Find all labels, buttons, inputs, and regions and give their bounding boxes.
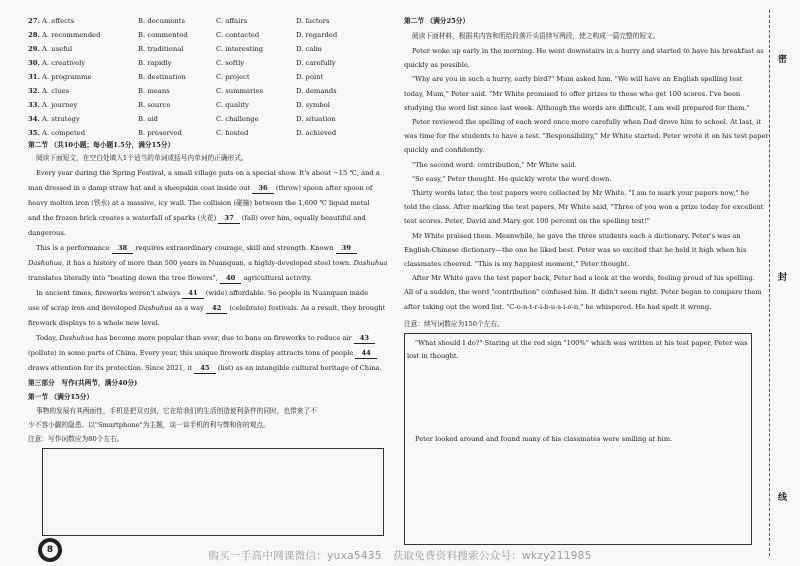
option-text: D. carefully	[296, 59, 336, 67]
option-row	[28, 126, 390, 140]
cloze-p2-l3	[28, 273, 312, 284]
story-line: Mr White praised them. Meanwhile, he gave the three students each a dictionary. Peter's was an	[412, 231, 741, 240]
watermark-text: 购买一手高中网课微信：yuxa5435 获取免费资料搜索公众号：wkzy211985	[208, 550, 592, 562]
option-c[interactable]	[216, 14, 247, 28]
cloze-text: and the frozen brick creates a waterfall of sparks (火花)	[28, 214, 217, 222]
story-line: Peter woke up early in the morning. He went downstairs in a hurry and started to have his breakfast as	[412, 47, 764, 55]
part3-title: 第三部分 写作(共两节，满分40分)	[28, 379, 138, 387]
option-b[interactable]	[138, 126, 182, 140]
cloze-p2-l1	[36, 243, 357, 254]
section2-title: 第二节 （共10小题；每小题1.5分，满分15分）	[28, 141, 175, 149]
option-a[interactable]	[28, 14, 74, 28]
question-number: 28.	[28, 31, 40, 39]
writing2-answer-box[interactable]	[404, 333, 752, 545]
writing2-note: 注意：续写词数应为150个左右。	[404, 320, 504, 328]
option-c[interactable]	[216, 126, 248, 140]
option-text: C. project	[216, 73, 250, 81]
blank-40[interactable]: 40	[220, 274, 241, 284]
option-text: D. achieved	[296, 129, 337, 137]
cloze-p3-l2	[28, 303, 385, 314]
option-a[interactable]	[28, 42, 72, 56]
option-b[interactable]	[138, 98, 170, 112]
cloze-p4-l2	[28, 348, 377, 359]
option-a[interactable]	[28, 98, 77, 112]
option-text: C. contacted	[216, 31, 260, 39]
cloze-text: , it has a history of more than 500 years in Nuanquan, a highly-developed steel town.	[62, 259, 352, 267]
option-text: A. programme	[42, 73, 92, 81]
story-line: After Mr White gave the test paper back, Peter had a look at the words, feeling proud of his spelling.	[412, 274, 755, 283]
cloze-text: (pollute) in some parts of China. Every year, this unique firework display attracts tons of people	[28, 349, 354, 357]
writing2-instructions: 阅读下面材料，根据其内容和所给段落开头语续写两段，使之构成一篇完整的短文。	[412, 32, 660, 40]
option-d[interactable]	[296, 56, 336, 70]
continuation1-l1: "What should I do?" Staring at the red sign "100%" which was written at his test paper, Peter was	[415, 339, 748, 347]
writing2-title: 第二节 （满分25分）	[404, 17, 470, 25]
blank-45[interactable]: 45	[194, 364, 215, 374]
cloze-p3-l1	[36, 288, 368, 299]
margin-char-xian: 线	[778, 493, 788, 503]
cloze-p2-l2	[28, 258, 388, 269]
option-text: B. aid	[138, 115, 158, 123]
option-text: B. documents	[138, 17, 186, 25]
option-b[interactable]	[138, 70, 186, 84]
cloze-p1-l5: dangerous.	[28, 229, 66, 237]
page-number: 8	[42, 542, 58, 558]
margin-char-mi: 密	[778, 55, 788, 65]
cloze-text: (fall) over him, equally beautiful and	[241, 214, 366, 222]
cloze-text: use of scrap iron and developed	[28, 304, 137, 312]
option-text: B. source	[138, 101, 171, 109]
option-row	[28, 84, 390, 98]
question-number: 34.	[28, 115, 40, 123]
cloze-p4-l1	[36, 333, 375, 344]
margin-char-feng: 封	[778, 273, 788, 283]
story-line: "The second word: contribution," Mr White said.	[412, 160, 577, 169]
option-row	[28, 56, 390, 70]
question-number: 30.	[28, 59, 40, 67]
continuation1-l2: lost in thought.	[407, 352, 459, 360]
option-text: A. useful	[42, 45, 73, 53]
cloze-text: translates literally into "beating down the tree flowers",	[28, 274, 218, 282]
option-a[interactable]	[28, 56, 85, 70]
option-d[interactable]	[296, 28, 337, 42]
option-text: C. quality	[216, 101, 249, 109]
option-b[interactable]	[138, 28, 188, 42]
story-line: today, Mum," Peter said. "Mr White promised to offer prizes to those who get 100 scores. I've been	[404, 89, 741, 98]
option-text: D. situation	[296, 115, 336, 123]
question-number: 33.	[28, 101, 40, 109]
option-text: D. factors	[296, 17, 330, 25]
option-text: B. destination	[138, 73, 186, 81]
section2-instructions: 阅读下面短文，在空白处填入1个适当的单词或括号内单词的正确形式。	[36, 154, 248, 162]
option-text: A. journey	[42, 101, 78, 109]
cloze-text: (celebrate) festivals. As a result, they brought	[229, 304, 386, 312]
writing1-prompt-l2: 少不容小觑的隐患。以"Smartphone"为主题，谈一谈手机的利与弊和你的观点。	[28, 421, 270, 429]
blank-43[interactable]: 43	[354, 334, 375, 344]
option-b[interactable]	[138, 14, 185, 28]
cloze-term: Dashuhua	[138, 304, 173, 312]
cloze-text: draws attention for its protection. Since 2021, it	[28, 364, 193, 372]
option-text: C. summaries	[216, 87, 264, 95]
option-c[interactable]	[216, 84, 263, 98]
option-text: B. means	[138, 87, 170, 95]
cloze-text: has become more popular than ever, due to bans on fireworks to reduce air	[95, 334, 352, 342]
option-text: D. regarded	[296, 31, 338, 39]
option-d[interactable]	[296, 70, 323, 84]
option-b[interactable]	[138, 56, 172, 70]
option-d[interactable]	[296, 98, 330, 112]
option-c[interactable]	[216, 112, 259, 126]
cloze-p1-l1: Every year during the Spring Festival, a small village puts on a special show. It's about −15 ℃, and a	[36, 169, 380, 177]
option-row	[28, 112, 390, 126]
blank-42[interactable]: 42	[206, 304, 227, 314]
cloze-p1-l2	[28, 183, 372, 194]
option-text: A. competed	[42, 129, 86, 137]
story-line: "Why are you in such a hurry, early bird?" Mum asked him. "We will have an English spelling test	[412, 75, 743, 84]
question-number: 27.	[28, 17, 40, 25]
option-row	[28, 70, 390, 84]
cloze-p4-l3	[28, 363, 382, 374]
option-d[interactable]	[296, 112, 336, 126]
story-line: classmates cheered. "This is my happiest moment," Peter thought.	[404, 260, 630, 268]
story-line: quickly as possible.	[404, 61, 470, 70]
blank-36[interactable]: 36	[252, 184, 273, 194]
blank-37[interactable]: 37	[218, 214, 239, 224]
option-text: D. symbol	[296, 101, 330, 109]
story-line: test scores. Peter, David and Mary got 100 percent on the spelling test!"	[404, 217, 650, 226]
option-text: D. point	[296, 73, 324, 81]
story-line: studying the word list since last week. Although the words are difficult, I am well prepared for them."	[404, 103, 750, 112]
option-text: A. recommended	[42, 31, 101, 39]
option-c[interactable]	[216, 56, 244, 70]
cloze-text: requires extraordinary courage, skill and strength. Known	[135, 244, 334, 252]
option-c[interactable]	[216, 70, 250, 84]
cloze-text: agricultural activity.	[243, 274, 312, 282]
story-line: English-Chinese dictionary—the one he liked best. Peter was so excited that he held it high when his	[404, 245, 747, 254]
question-number: 35.	[28, 129, 40, 137]
writing1-answer-box[interactable]	[42, 448, 384, 536]
story-line: "So easy," Peter thought. He quickly wrote the word down.	[412, 174, 612, 183]
option-text: C. challenge	[216, 115, 259, 123]
option-row	[28, 42, 390, 56]
option-text: D. calm	[296, 45, 323, 53]
option-row	[28, 98, 390, 112]
option-text: A. effects	[42, 17, 75, 25]
cloze-p1-l3: heavy molten iron (铁水) at a massive, icy wall. The collision (碰撞) between the 1,600 ℃ liquid metal	[28, 199, 370, 207]
option-c[interactable]	[216, 42, 263, 56]
option-text: A. clues	[42, 87, 70, 95]
option-text: B. traditional	[138, 45, 184, 53]
cloze-text: (list) as an intangible cultural heritage of China.	[217, 364, 382, 372]
blank-41[interactable]: 41	[182, 289, 203, 299]
option-a[interactable]	[28, 112, 80, 126]
writing1-title: 第一节 （满分15分）	[28, 393, 94, 401]
continuation2: Peter looked around and found many of his classmates were smiling at him.	[415, 435, 673, 443]
writing1-note: 注意：写作词数应为80个左右。	[28, 435, 124, 443]
cloze-text: as a way	[174, 304, 204, 312]
option-text: B. commented	[138, 31, 188, 39]
option-d[interactable]	[296, 84, 337, 98]
story-line: after taking out the word list. "C-o-n-t-r-i-b-u-s-i-o-n," he whispered. He had spelt it wrong.	[404, 302, 712, 311]
option-a[interactable]	[28, 70, 92, 84]
option-d[interactable]	[296, 42, 322, 56]
story-line: was time for the students to have a test. "Responsibility," Mr White started. Peter wrote it on his test paper	[404, 132, 769, 141]
cloze-text: This is a performance	[36, 244, 110, 252]
option-b[interactable]	[138, 112, 158, 126]
question-number: 29.	[28, 45, 40, 53]
option-a[interactable]	[28, 84, 69, 98]
option-row	[28, 28, 390, 42]
story-line: Thirty words later, the test papers were collected by Mr White. "I am to mark your papers now," he	[412, 189, 749, 197]
story-line: Peter reviewed the spelling of each word once more carefully when Dad drove him to school. At last, it	[412, 118, 761, 126]
option-a[interactable]	[28, 28, 100, 42]
option-text: A. strategy	[42, 115, 80, 123]
cloze-text: man dressed in a damp straw hat and a sheepskin coat inside out	[28, 184, 251, 192]
blank-38[interactable]: 38	[112, 244, 133, 254]
cloze-p1-l4	[28, 213, 366, 224]
option-text: C. affairs	[216, 17, 248, 25]
cloze-p3-l3: firework displays to a whole new level.	[28, 319, 160, 327]
option-text: D. demands	[296, 87, 337, 95]
cloze-term: Dashuhua	[28, 259, 62, 267]
binding-line	[769, 10, 770, 556]
story-line: quickly and confidently.	[404, 146, 485, 155]
writing1-prompt-l1: 事物的发展有其两面性，手机是把双刃剑，它在给我们的生活创造便利条件的同时，也带来了不	[36, 407, 317, 415]
blank-44[interactable]: 44	[355, 349, 376, 359]
question-number: 32.	[28, 87, 40, 95]
blank-39[interactable]: 39	[336, 244, 357, 254]
cloze-term: Dashuhua	[353, 259, 388, 267]
option-text: C. hosted	[216, 129, 249, 137]
option-c[interactable]	[216, 28, 259, 42]
question-number: 31.	[28, 73, 40, 81]
option-b[interactable]	[138, 84, 170, 98]
option-text: A. creatively	[42, 59, 86, 67]
option-text: B. preserved	[138, 129, 182, 137]
option-row	[28, 14, 390, 28]
story-line: All of a sudden, the word "contribution" confused him. It didn't seem right. Peter began to compare them	[404, 288, 762, 297]
option-text: C. interesting	[216, 45, 263, 53]
option-c[interactable]	[216, 98, 249, 112]
cloze-text: In ancient times, fireworks weren't always	[36, 289, 181, 297]
option-d[interactable]	[296, 126, 336, 140]
cloze-text: (wide) affordable. So people in Nuanquan made	[205, 289, 369, 297]
cloze-term: Dashuhua	[59, 334, 94, 342]
option-text: C. softly	[216, 59, 245, 67]
option-d[interactable]	[296, 14, 329, 28]
story-line: told the class. After marking the test papers, Mr White said, "Three of you won a prize today for excellent	[404, 203, 764, 212]
option-b[interactable]	[138, 42, 183, 56]
cloze-text: Today,	[36, 334, 58, 342]
option-a[interactable]	[28, 126, 85, 140]
cloze-text: (throw) spoon after spoon of	[275, 184, 373, 192]
option-text: B. rapidly	[138, 59, 172, 67]
